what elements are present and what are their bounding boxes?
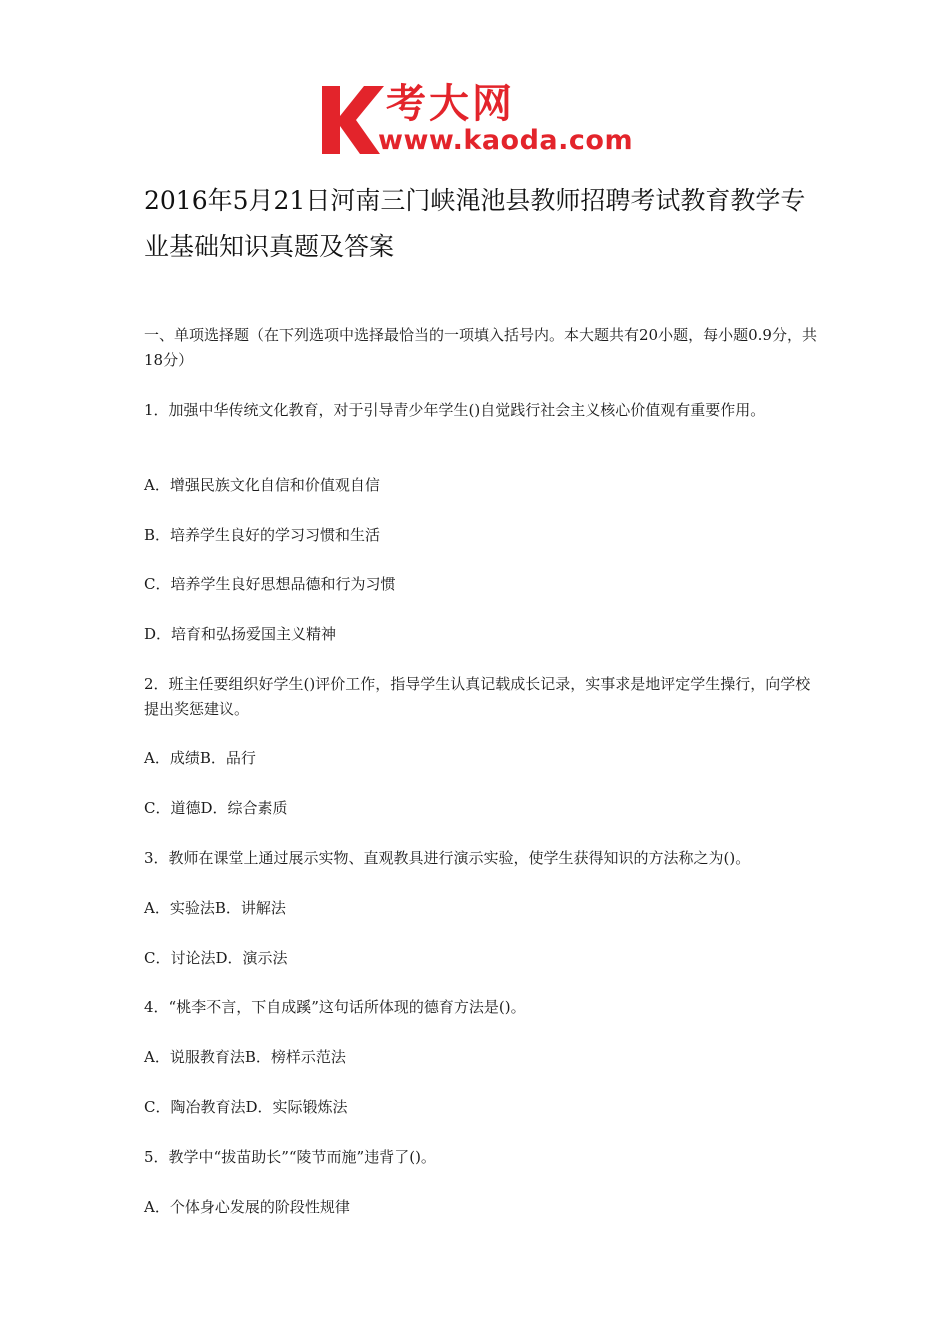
option-1c: C．培养学生良好思想品德和行为习惯 [144, 575, 396, 593]
option-2cd: C．道德D．综合素质 [144, 799, 288, 817]
option-1d: D．培育和弘扬爱国主义精神 [144, 625, 337, 643]
question-1: 1．加强中华传统文化教育，对于引导青少年学生()自觉践行社会主义核心价值观有重要作用。 [144, 401, 766, 419]
option-3ab: A．实验法B．讲解法 [144, 899, 286, 917]
question-3: 3．教师在课堂上通过展示实物、直观教具进行演示实验，使学生获得知识的方法称之为()。 [144, 849, 751, 867]
option-4ab: A．说服教育法B．榜样示范法 [144, 1048, 346, 1066]
option-2ab: A．成绩B．品行 [144, 749, 256, 767]
section-heading: 一、单项选择题（在下列选项中选择最恰当的一项填入括号内。本大题共有20小题，每小题0.9分，共18分） [144, 326, 817, 369]
option-4cd: C．陶冶教育法D．实际锻炼法 [144, 1098, 348, 1116]
option-3cd: C．讨论法D．演示法 [144, 949, 288, 967]
question-5: 5．教学中“拔苗助长”“陵节而施”违背了()。 [144, 1148, 436, 1166]
question-4: 4．“桃李不言，下自成蹊”这句话所体现的德育方法是()。 [144, 998, 526, 1016]
document-title: 2016年5月21日河南三门峡渑池县教师招聘考试教育教学专业基础知识真题及答案 [144, 186, 806, 261]
option-1b: B．培养学生良好的学习习惯和生活 [144, 526, 381, 544]
option-1a: A．增强民族文化自信和价值观自信 [144, 476, 380, 494]
kaoda-logo [318, 80, 638, 160]
question-2: 2．班主任要组织好学生()评价工作，指导学生认真记载成长记录，实事求是地评定学生操行，向学校提出奖惩建议。 [144, 675, 811, 718]
logo-url-text: www.kaoda.com [378, 125, 634, 156]
option-5a: A．个体身心发展的阶段性规律 [144, 1198, 350, 1216]
logo-brand-text: 考大网 [386, 81, 515, 127]
